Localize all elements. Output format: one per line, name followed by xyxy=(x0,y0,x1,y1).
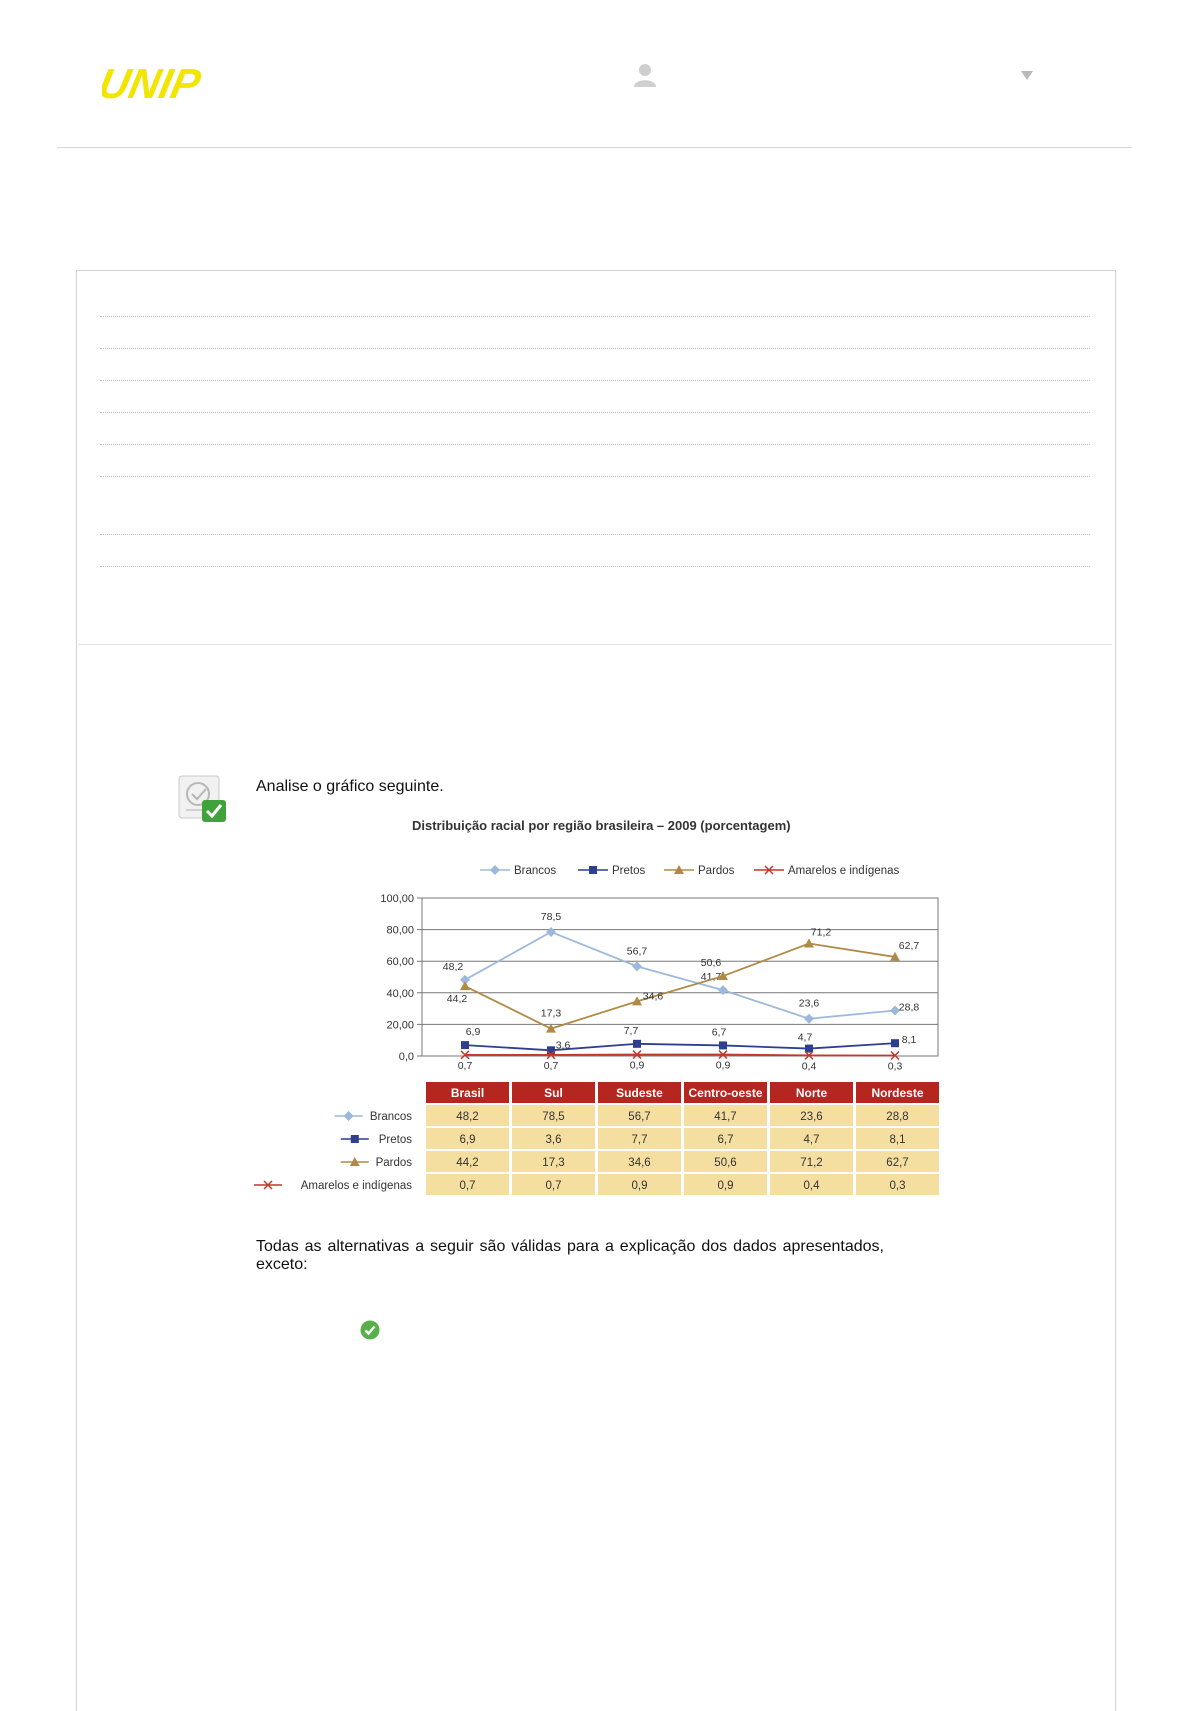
table-cell-text: 6,7 xyxy=(717,1134,734,1146)
info-row-divider xyxy=(100,566,1090,567)
plot-area xyxy=(422,898,938,1056)
table-cell-text: 34,6 xyxy=(628,1157,651,1169)
table-cell-text: 0,7 xyxy=(545,1180,562,1192)
info-row-divider xyxy=(100,412,1090,413)
data-label: 7,7 xyxy=(623,1024,639,1037)
caret-down-icon[interactable] xyxy=(1019,68,1035,82)
data-label: 6,9 xyxy=(465,1026,481,1039)
data-label: 78,5 xyxy=(540,910,562,923)
legend-label: Pardos xyxy=(698,865,735,877)
data-label: 0,9 xyxy=(715,1059,731,1072)
table-cell-text: 28,8 xyxy=(886,1111,909,1123)
question-intro: Analise o gráfico seguinte. xyxy=(256,778,444,795)
data-point xyxy=(805,1045,813,1053)
data-label: 50,6 xyxy=(700,957,722,970)
table-cell-text: 0,3 xyxy=(889,1180,906,1192)
table-cell-text: 23,6 xyxy=(800,1111,823,1123)
table-cell-text: 0,7 xyxy=(459,1180,476,1192)
y-tick-label: 100,00 xyxy=(380,893,414,905)
data-label: 6,7 xyxy=(711,1026,727,1039)
data-label: 71,2 xyxy=(810,926,832,939)
user-icon[interactable] xyxy=(633,62,657,88)
table-cell-text: 6,9 xyxy=(459,1134,476,1146)
data-label: 62,7 xyxy=(898,939,920,952)
checked-question-icon xyxy=(178,774,228,824)
table-cell-text: 50,6 xyxy=(714,1157,737,1169)
series-line xyxy=(465,1055,895,1056)
check-circle-icon[interactable] xyxy=(360,1320,380,1340)
data-label: 48,2 xyxy=(442,960,464,973)
y-tick-label: 40,00 xyxy=(386,987,414,1000)
table-header-text: Brasil xyxy=(450,1086,485,1100)
table-cell-text: 48,2 xyxy=(456,1111,479,1123)
table-cell-text: 7,7 xyxy=(631,1134,648,1146)
table-legend-marker xyxy=(351,1135,359,1143)
data-label: 23,6 xyxy=(798,997,820,1010)
legend-marker xyxy=(490,865,500,875)
table-header-text: Norte xyxy=(795,1086,828,1100)
legend-label: Brancos xyxy=(514,865,557,877)
chart-data-table xyxy=(254,1082,939,1195)
info-row-divider xyxy=(100,534,1090,535)
chart-legend xyxy=(480,865,899,877)
table-cell-text: 56,7 xyxy=(628,1111,651,1123)
info-row-divider xyxy=(100,444,1090,445)
info-row-divider xyxy=(100,476,1090,477)
chart-title: Distribuição racial por região brasileira – 2009 (porcentagem) xyxy=(412,818,791,833)
table-cell-text: 4,7 xyxy=(803,1134,820,1146)
data-label: 0,9 xyxy=(629,1059,645,1072)
data-point xyxy=(719,1041,727,1049)
table-cell-text: 0,9 xyxy=(631,1180,648,1192)
table-legend-marker xyxy=(344,1111,354,1121)
legend-marker xyxy=(589,866,597,874)
race-distribution-chart xyxy=(232,810,972,1210)
data-label: 4,7 xyxy=(797,1031,813,1044)
table-cell-text: 62,7 xyxy=(886,1157,909,1169)
y-tick-label: 80,00 xyxy=(386,924,414,937)
y-tick-label: 60,00 xyxy=(386,956,414,969)
legend-label: Pretos xyxy=(612,865,646,877)
table-row-label: Pardos xyxy=(375,1157,412,1169)
logo-text: UNIP xyxy=(102,62,205,106)
unip-logo[interactable] xyxy=(102,62,282,106)
table-header-text: Sul xyxy=(544,1086,563,1100)
table-cell-text: 0,4 xyxy=(803,1180,820,1192)
data-label: 56,7 xyxy=(626,945,648,958)
table-header-text: Centro-oeste xyxy=(688,1086,763,1100)
y-tick-label: 0,0 xyxy=(398,1051,414,1063)
table-cell-text: 44,2 xyxy=(456,1157,479,1169)
table-cell-text: 78,5 xyxy=(542,1111,565,1123)
legend-label: Amarelos e indígenas xyxy=(788,865,900,877)
table-cell-text: 8,1 xyxy=(889,1134,906,1146)
data-point xyxy=(461,1041,469,1049)
table-header-text: Nordeste xyxy=(871,1086,924,1100)
data-label: 3,6 xyxy=(555,1039,571,1052)
data-label: 17,3 xyxy=(540,1007,562,1020)
question-prompt: Todas as alternativas a seguir são válidas para a explicação dos dados apresentados, exceto: xyxy=(256,1238,884,1273)
info-row-divider xyxy=(100,316,1090,317)
table-row-label: Pretos xyxy=(378,1134,412,1146)
data-label: 0,7 xyxy=(457,1059,473,1072)
table-cell-text: 17,3 xyxy=(542,1157,565,1169)
table-cell-text: 41,7 xyxy=(714,1111,737,1123)
data-point xyxy=(891,1039,899,1047)
table-cell-text: 0,9 xyxy=(717,1180,734,1192)
data-label: 8,1 xyxy=(901,1034,917,1047)
data-label: 28,8 xyxy=(898,1001,920,1014)
data-label: 0,7 xyxy=(543,1059,559,1072)
info-row-divider xyxy=(100,380,1090,381)
table-row-label: Brancos xyxy=(369,1111,412,1123)
y-tick-label: 20,00 xyxy=(386,1019,414,1032)
data-label: 0,3 xyxy=(887,1060,903,1073)
table-cell-text: 3,6 xyxy=(545,1134,562,1146)
info-row-divider xyxy=(100,348,1090,349)
data-label: 44,2 xyxy=(446,993,468,1006)
table-cell-text: 71,2 xyxy=(800,1157,823,1169)
table-row-label: Amarelos e indígenas xyxy=(300,1180,412,1192)
info-panel xyxy=(78,272,1112,645)
data-label: 0,4 xyxy=(801,1060,817,1073)
data-point xyxy=(633,1040,641,1048)
data-label: 34,6 xyxy=(642,990,664,1003)
data-label: 41,7 xyxy=(700,971,722,984)
header-divider xyxy=(57,147,1132,148)
table-header-text: Sudeste xyxy=(616,1086,663,1100)
